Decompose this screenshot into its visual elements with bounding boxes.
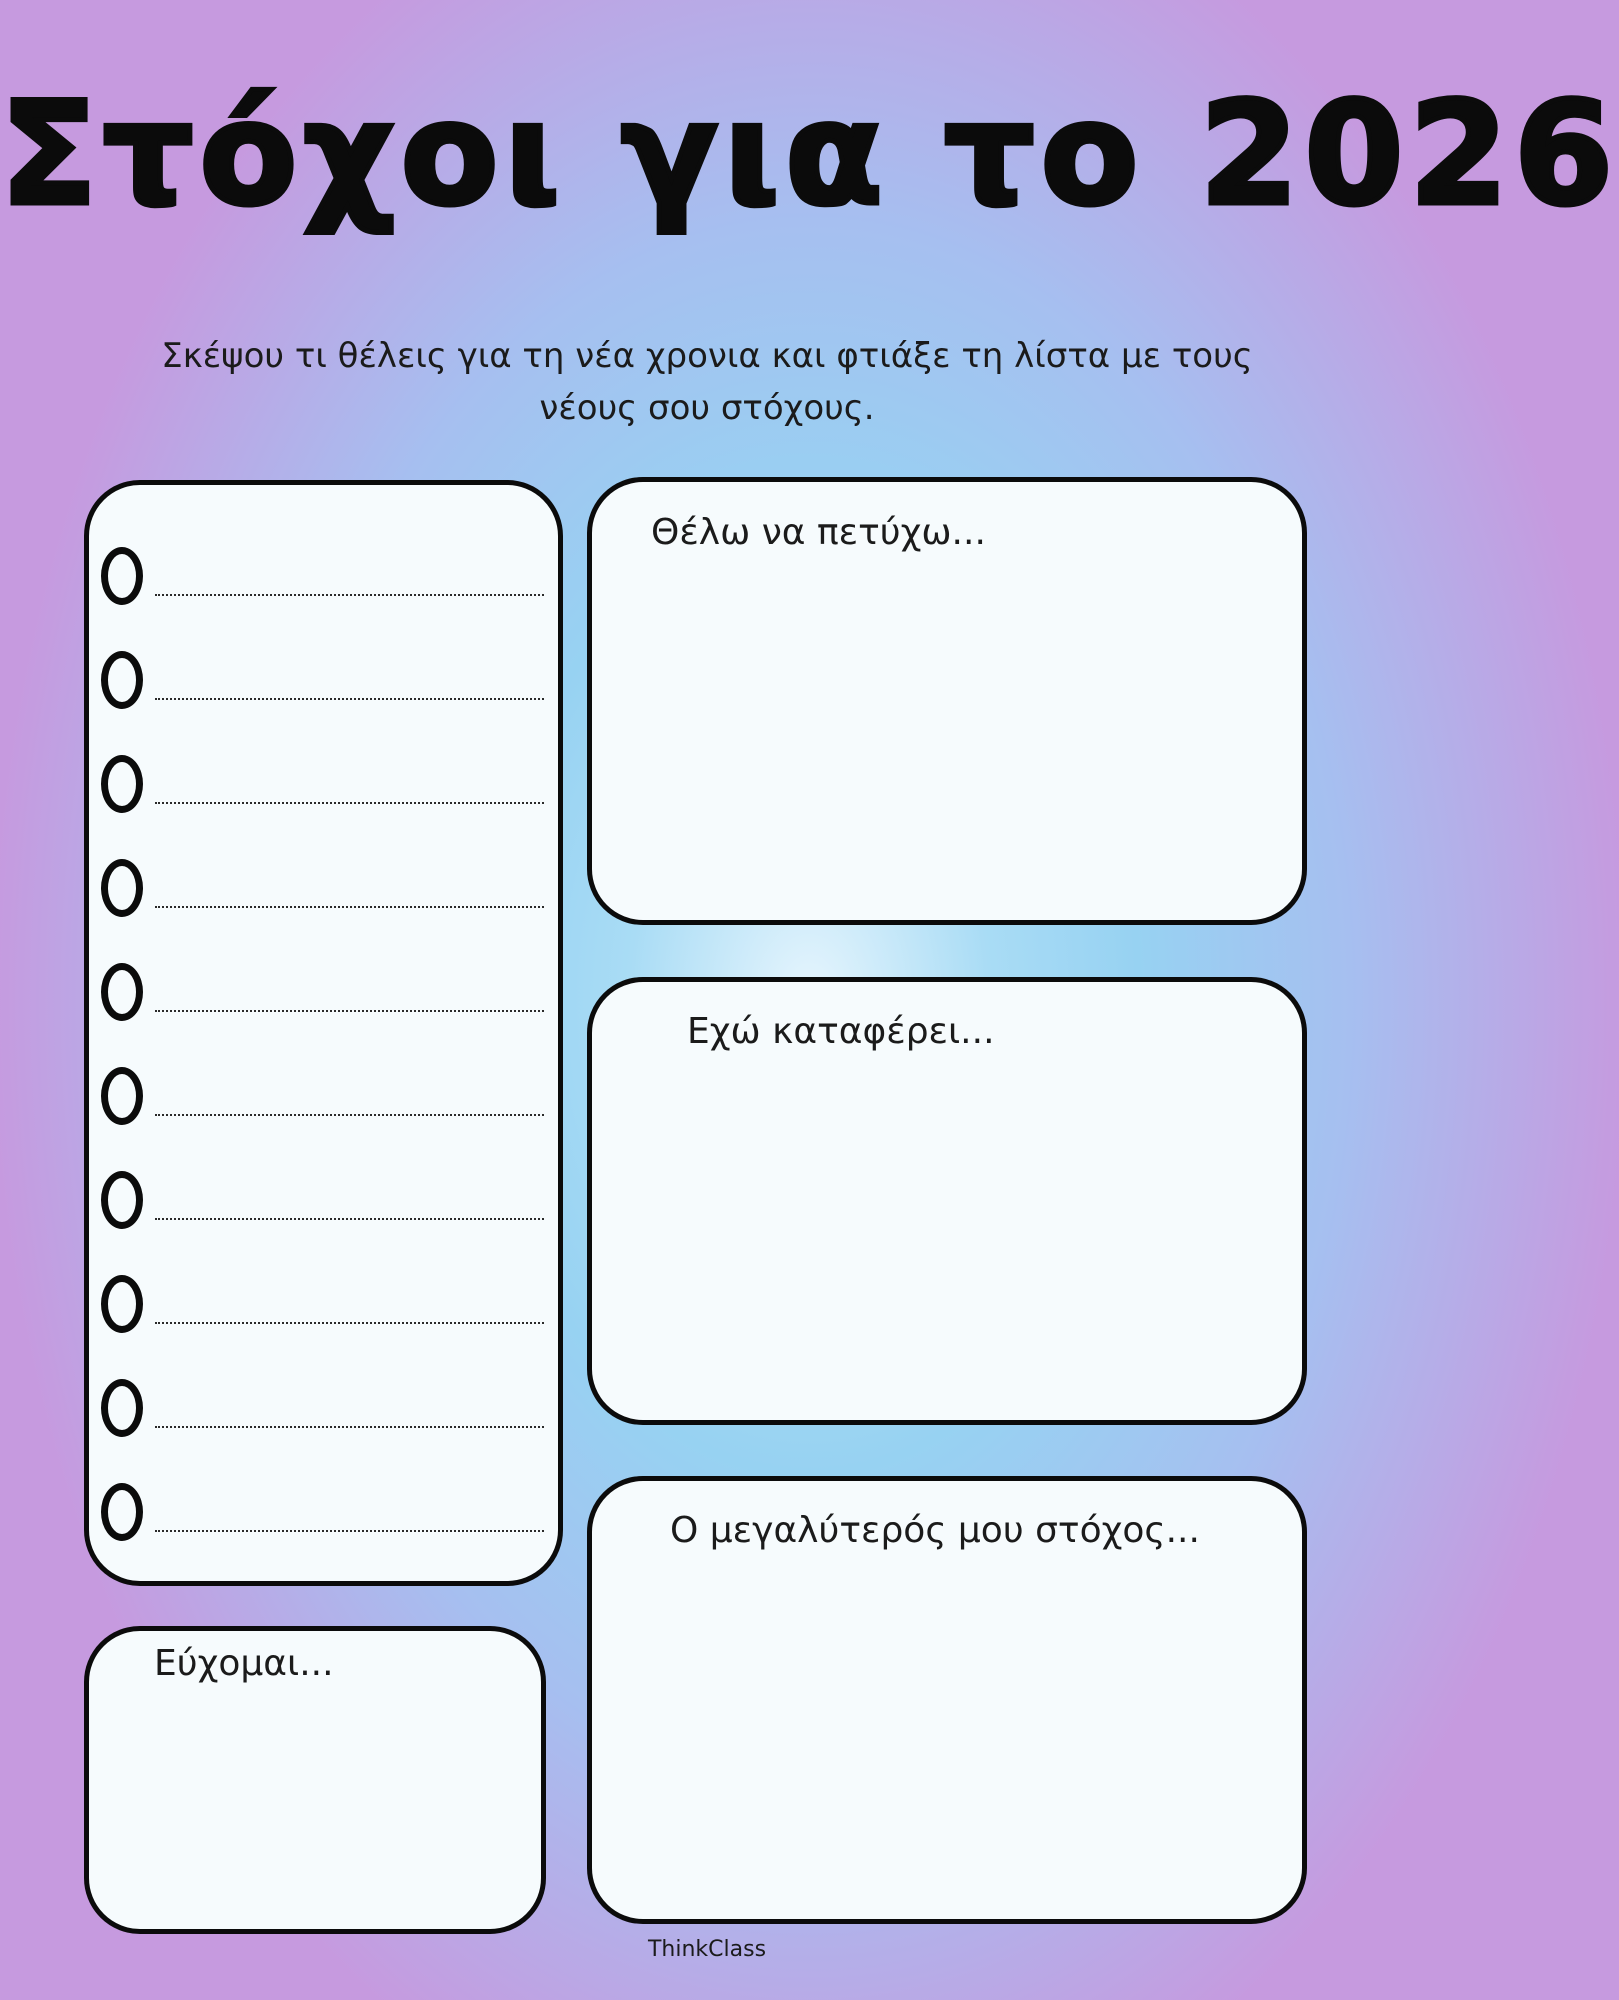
checklist-item [101, 545, 541, 615]
checklist-item [101, 1169, 541, 1239]
write-line[interactable] [155, 1530, 544, 1532]
checkbox-circle-icon[interactable] [101, 547, 143, 605]
checklist-item [101, 753, 541, 823]
achieved-label: Εχώ καταφέρει... [687, 1011, 995, 1052]
biggest-goal-label: Ο μεγαλύτερός μου στόχος... [670, 1510, 1200, 1551]
footer-brand: ThinkClass [647, 1937, 767, 1962]
write-line[interactable] [155, 698, 544, 700]
write-line[interactable] [155, 594, 544, 596]
checkbox-circle-icon[interactable] [101, 755, 143, 813]
write-line[interactable] [155, 1114, 544, 1116]
achieve-box[interactable] [587, 477, 1307, 925]
checkbox-circle-icon[interactable] [101, 963, 143, 1021]
checkbox-circle-icon[interactable] [101, 1483, 143, 1541]
write-line[interactable] [155, 802, 544, 804]
write-line[interactable] [155, 1426, 544, 1428]
checklist-item [101, 857, 541, 927]
checklist-box [84, 480, 563, 1586]
write-line[interactable] [155, 1010, 544, 1012]
page-title: Στόχοι για το 2026 [0, 72, 1619, 237]
checkbox-circle-icon[interactable] [101, 1067, 143, 1125]
checklist-item [101, 1065, 541, 1135]
page-subtitle: Σκέψου τι θέλεις για τη νέα χρονια και φτιάξε τη λίστα με τους νέους σου στόχους. [161, 336, 1253, 428]
wish-label: Εύχομαι... [154, 1643, 334, 1684]
write-line[interactable] [155, 1322, 544, 1324]
achieve-label: Θέλω να πετύχω... [651, 512, 986, 553]
achieved-box[interactable] [587, 977, 1307, 1425]
write-line[interactable] [155, 1218, 544, 1220]
checkbox-circle-icon[interactable] [101, 859, 143, 917]
checklist-item [101, 1273, 541, 1343]
checklist-item [101, 961, 541, 1031]
checklist-item [101, 1377, 541, 1447]
wish-box[interactable] [84, 1626, 546, 1934]
checkbox-circle-icon[interactable] [101, 1171, 143, 1229]
checklist-item [101, 649, 541, 719]
checkbox-circle-icon[interactable] [101, 651, 143, 709]
checklist-item [101, 1481, 541, 1551]
write-line[interactable] [155, 906, 544, 908]
biggest-goal-box[interactable] [587, 1476, 1307, 1924]
checkbox-circle-icon[interactable] [101, 1379, 143, 1437]
checkbox-circle-icon[interactable] [101, 1275, 143, 1333]
